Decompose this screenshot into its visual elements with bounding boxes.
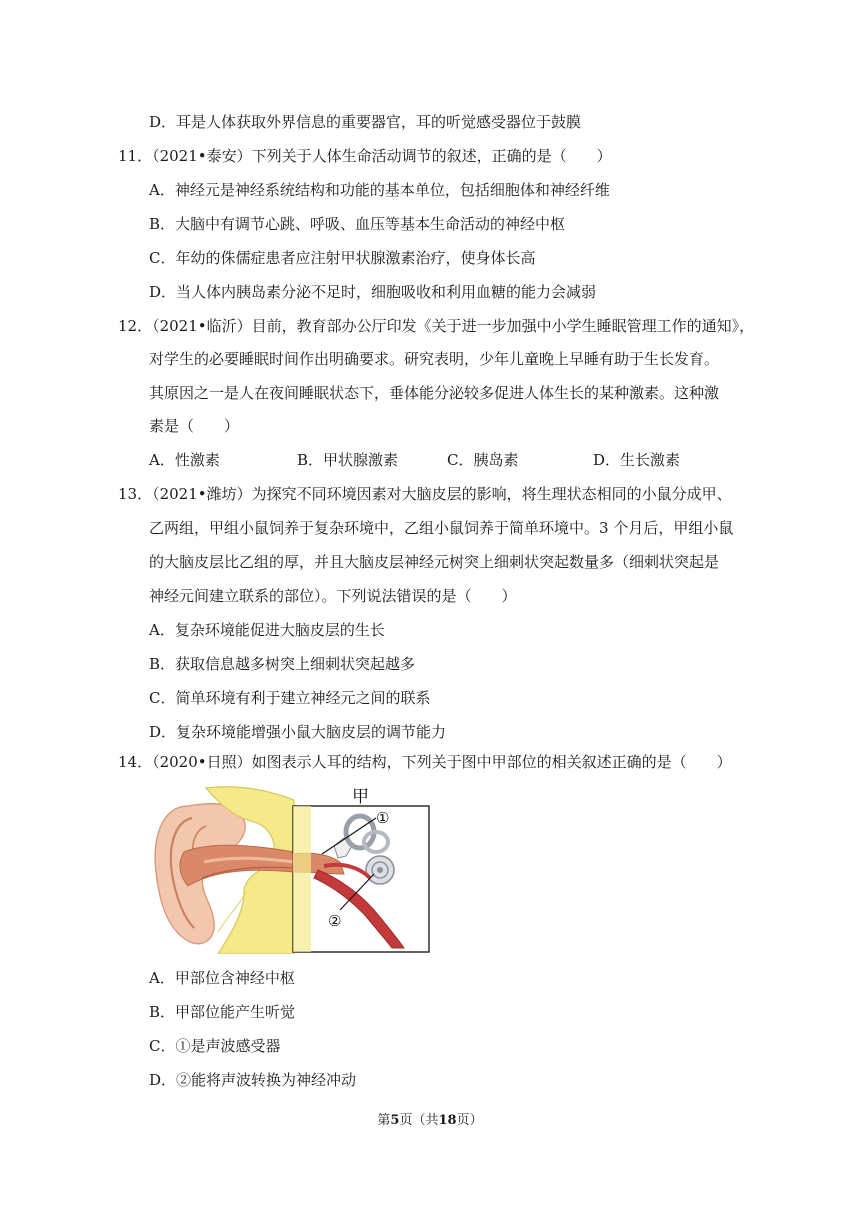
footer-page-number: 5 [390, 1113, 400, 1128]
q13-stem-line3: 的大脑皮层比乙组的厚，并且大脑皮层神经元树突上细刺状突起数量多（细刺状突起是 [149, 553, 720, 571]
cochlea-center-shape [377, 867, 383, 873]
q14-stem: 14．（2020•日照）如图表示人耳的结构，下列关于图中甲部位的相关叙述正确的是（ ） [118, 753, 732, 771]
q13-option-b: B．获取信息越多树突上细刺状突起越多 [149, 655, 416, 673]
figure-label-1: ① [376, 809, 390, 827]
page-footer [0, 1112, 860, 1130]
footer-suffix: 页） [456, 1113, 483, 1128]
footer-prefix: 第 [377, 1113, 391, 1128]
q12-options-row [149, 450, 709, 470]
q10-option-d: D．耳是人体获取外界信息的重要器官，耳的听觉感受器位于鼓膜 [149, 113, 582, 131]
q11-option-a: A．神经元是神经系统结构和功能的基本单位，包括细胞体和神经纤维 [149, 181, 610, 199]
ear-diagram [148, 782, 438, 954]
q12-stem-line4: 素是（ ） [149, 417, 240, 435]
figure-label-2: ② [328, 912, 342, 930]
q13-option-a: A．复杂环境能促进大脑皮层的生长 [149, 621, 385, 639]
q11-stem: 11．（2021•泰安）下列关于人体生命活动调节的叙述，正确的是（ ） [118, 147, 612, 165]
q14-option-b: B．甲部位能产生听觉 [149, 1003, 296, 1021]
footer-middle: 页（共 [399, 1113, 439, 1128]
q12-option-a: A．性激素 [149, 451, 220, 469]
q12-stem-line3: 其原因之一是人在夜间睡眠状态下，垂体能分泌较多促进人体生长的某种激素。这种激 [149, 384, 720, 402]
q13-option-c: C．简单环境有利于建立神经元之间的联系 [149, 689, 431, 707]
q12-option-b: B．甲状腺激素 [297, 451, 399, 469]
q13-stem-line2: 乙两组，甲组小鼠饲养于复杂环境中，乙组小鼠饲养于简单环境中。3 个月后，甲组小鼠 [149, 519, 734, 537]
q14-option-a: A．甲部位含神经中枢 [149, 969, 295, 987]
q11-option-c: C．年幼的侏儒症患者应注射甲状腺激素治疗，使身体长高 [149, 249, 536, 267]
q11-option-d: D．当人体内胰岛素分泌不足时，细胞吸收和利用血糖的能力会减弱 [149, 283, 597, 301]
q12-option-d: D．生长激素 [593, 451, 681, 469]
q12-stem-line2: 对学生的必要睡眠时间作出明确要求。研究表明，少年儿童晚上早睡有助于生长发育。 [149, 350, 720, 368]
q14-option-c: C．①是声波感受器 [149, 1037, 281, 1055]
ear-structure-figure [148, 782, 438, 954]
q12-stem-line1: 12．（2021•临沂）目前，教育部办公厅印发《关于进一步加强中小学生睡眠管理工作的通知》， [118, 317, 755, 335]
figure-label-jia: 甲 [352, 787, 369, 807]
inner-bone-strip-shape [293, 806, 311, 952]
q11-option-b: B．大脑中有调节心跳、呼吸、血压等基本生命活动的神经中枢 [149, 215, 566, 233]
q13-stem-line1: 13．（2021•潍坊）为探究不同环境因素对大脑皮层的影响，将生理状态相同的小鼠分成甲、 [118, 485, 732, 503]
footer-total-pages: 18 [438, 1113, 457, 1128]
q14-option-d: D．②能将声波转换为神经冲动 [149, 1071, 357, 1089]
q13-option-d: D．复杂环境能增强小鼠大脑皮层的调节能力 [149, 723, 447, 741]
q13-stem-line4: 神经元间建立联系的部位）。下列说法错误的是（ ） [149, 587, 517, 605]
q12-option-c: C．胰岛素 [447, 451, 519, 469]
